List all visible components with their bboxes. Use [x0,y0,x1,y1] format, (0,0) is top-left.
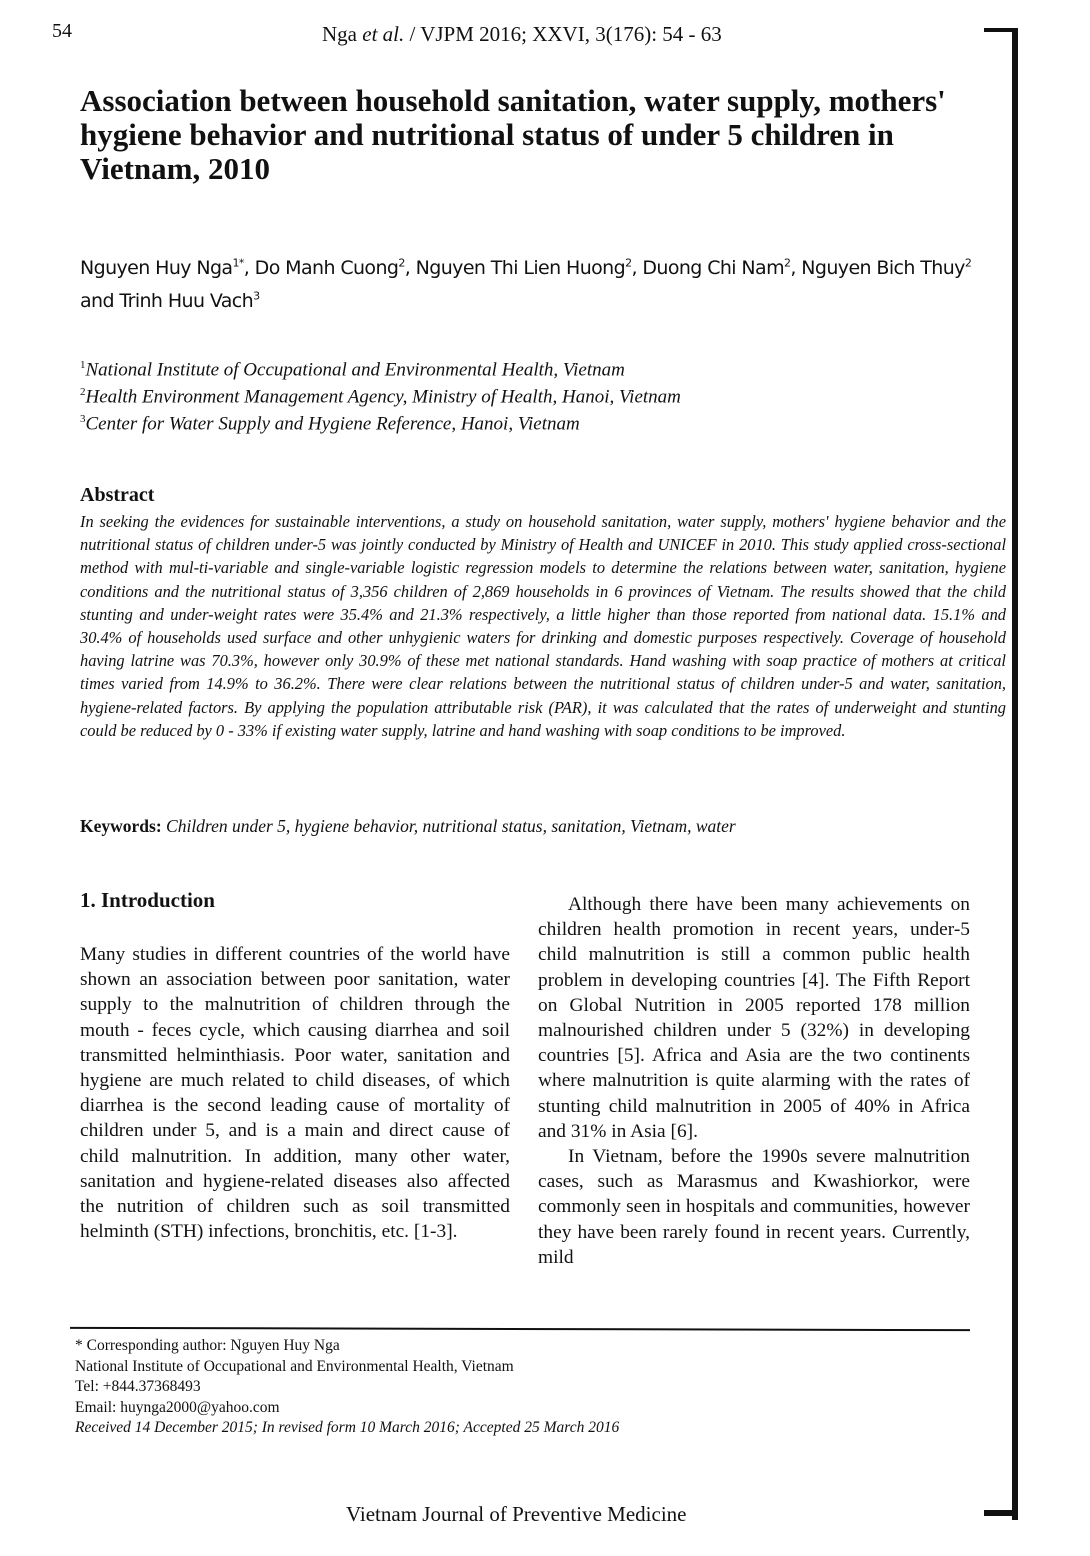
running-head-citation: / VJPM 2016; XXVI, 3(176): 54 - 63 [404,22,722,46]
abstract-heading: Abstract [80,484,155,506]
binding-edge-bottom [984,1510,1018,1516]
intro-paragraph: Many studies in different countries of the world have shown an association between poor sanitation, water supply to the malnutrition of children through the mouth - feces cycle, which causing diarrhea and soil transmitted helminthiasis. Poor water, sanitation and hygiene are much related to child diseases, of which diarrhea is the second leading cause of mortality of children under 5, and is a main and direct cause of child malnutrition. In addition, many other water, sanitation and hygiene-related diseases also affected the nutrition of children such as soil transmitted helminth (STH) infections, bronchitis, etc. [1-3]. [80,944,510,1243]
section-heading-introduction: 1. Introduction [80,888,215,912]
affiliation-3: $^3$Center for Water Supply and Hygiene Reference, Hanoi, Vietnam [80,413,580,435]
running-head-etal: et al. [362,22,405,46]
affiliation-1: $^1$National Institute of Occupational and Environmental Health, Vietnam [80,359,625,381]
intro-right-column [538,892,970,1270]
author: Trinh Huu Vach$^3$ [119,289,260,312]
footnote-divider [70,1327,970,1331]
author-phone: Tel: +844.37368493 [75,1378,201,1395]
journal-footer: Vietnam Journal of Preventive Medicine [346,1502,687,1526]
author: Do Manh Cuong$^2$, [254,257,416,280]
intro-paragraph: Although there have been many achievements on children health promotion in recent years, under-5 child malnutrition is still a common public health problem in developing countries [4]. The Fifth Report on Global Nutrition in 2005 reported 178 million malnourished children under 5 (32%) in developing countries [5]. Africa and Asia are the two continents where malnutrition is quite alarming with the rates of stunting child malnutrition in 2005 of 40% in Africa and 31% in Asia [6]. [538,894,970,1142]
author: Nguyen Thi Lien Huong$^2$, [415,257,643,280]
affiliation-2: $^2$Health Environment Management Agency, Ministry of Health, Hanoi, Vietnam [80,386,681,408]
binding-edge-bar [1012,30,1018,1520]
intro-left-column [80,942,510,1244]
abstract-text: In seeking the evidences for sustainable interventions, a study on household sanitation, water supply, mothers' hygiene behavior and the nutritional status of children under-5 was jointly conducted by Ministry of Health and UNICEF in 2010. This study applied cross-sectional method with mul-ti-variable and single-variable logistic regression models to determine the relations between water, sanitation, hygiene conditions and the nutritional status of 3,356 children of 2,869 households in 6 provinces of Vietnam. The results showed that the child stunting and under-weight rates were 35.4% and 21.3% respectively, a little higher than those reported from national data. 15.1% and 30.4% of households used surface and other unhygienic waters for drinking and domestic purposes respectively. Coverage of household having latrine was 70.3%, however only 30.9% of these met national standards. Hand washing with soap practice of mothers at critical times varied from 14.9% to 36.2%. There were clear relations between the nutritional status of children under-5 and water, sanitation, hygiene-related factors. By applying the population attributable risk (PAR), it was calculated that the rates of underweight and stunting could be reduced by 0 - 33% if existing water supply, latrine and hand washing with soap conditions to be improved. [80,512,1006,740]
footnotes [75,1336,875,1439]
author: Duong Chi Nam$^2$, [642,257,802,280]
corresponding-author: * Corresponding author: Nguyen Huy Nga [75,1337,340,1354]
author-list [80,250,1000,315]
keywords-label: Keywords: [80,816,162,836]
submission-dates: Received 14 December 2015; In revised form 10 March 2016; Accepted 25 March 2016 [75,1419,620,1436]
intro-paragraph: In Vietnam, before the 1990s severe malnutrition cases, such as Marasmus and Kwashiorkor, were commonly seen in hospitals and communities, however they have been rarely found in recent years. Currently, mild [538,1146,970,1268]
author-institution: National Institute of Occupational and Environmental Health, Vietnam [75,1357,514,1375]
keywords [80,816,736,837]
author-email: Email: huynga2000@yahoo.com [75,1398,280,1416]
page-number: 54 [52,20,72,42]
running-head [322,22,722,47]
author: Nguyen Bich Thuy$^2$ and [80,257,972,312]
keywords-list: Children under 5, hygiene behavior, nutritional status, sanitation, Vietnam, water [161,816,736,836]
article-title: Association between household sanitation, water supply, mothers' hygiene behavior and nutritional status of under 5 children in Vietnam, 2010 [80,83,946,186]
author: Nguyen Huy Nga$^{1*}$, [80,257,255,280]
running-head-author: Nga [322,22,363,46]
